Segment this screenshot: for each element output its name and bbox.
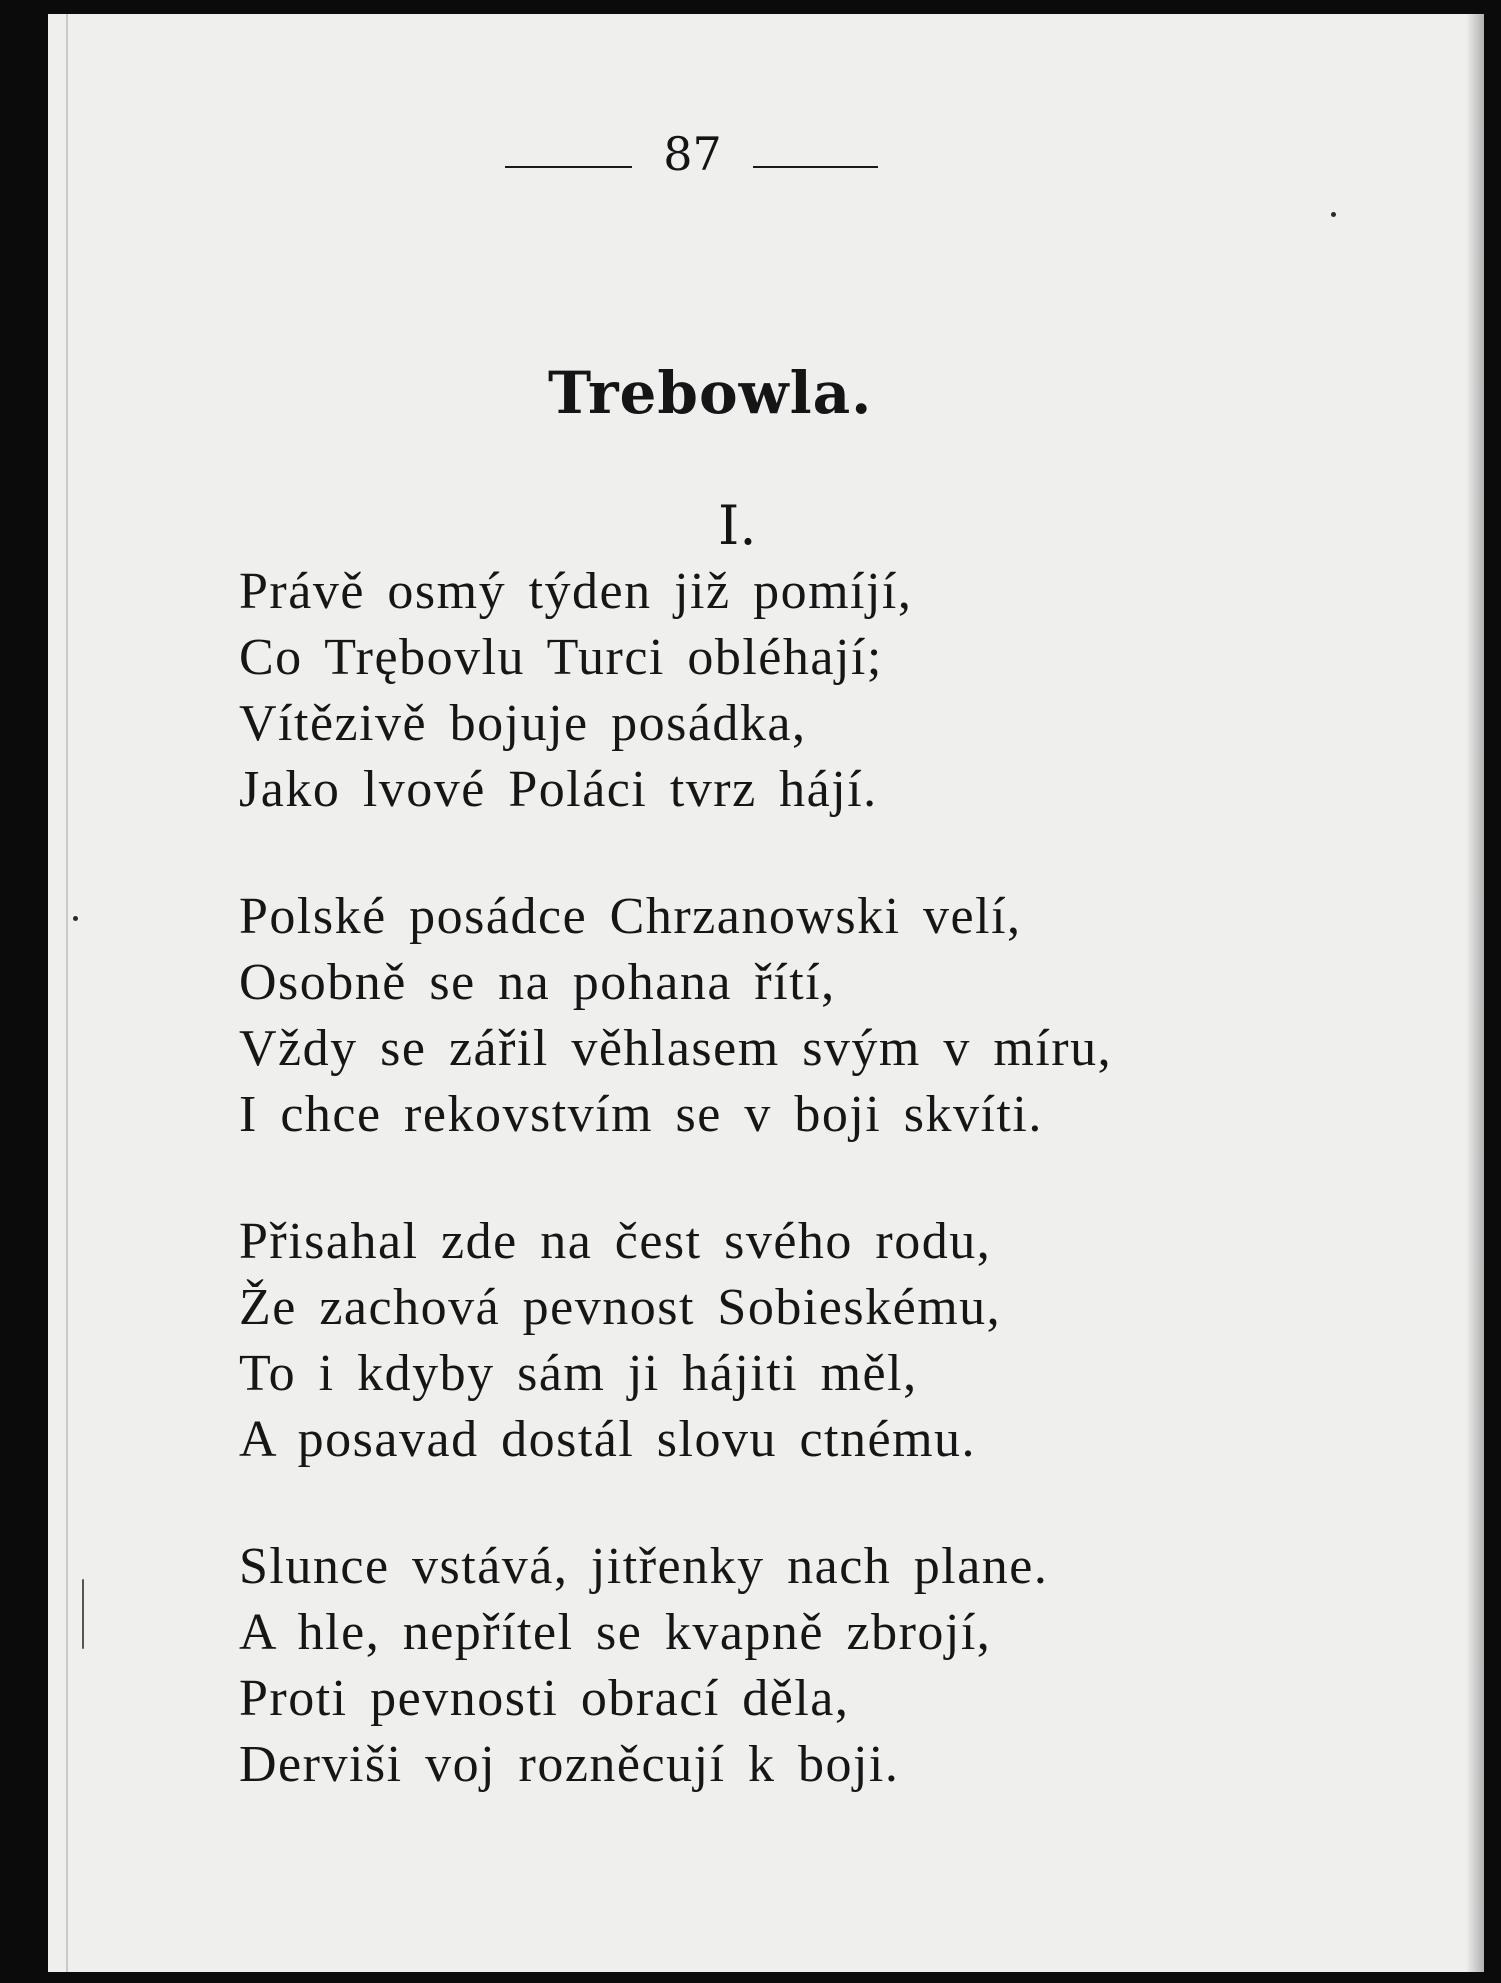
section-number: I.: [718, 494, 757, 557]
verse-line: Proti pevnosti obrací děla,: [239, 1670, 850, 1727]
stanza: [239, 1209, 1289, 1473]
scan-speck: [73, 916, 78, 921]
verse-line: Vítězivě bojuje posádka,: [239, 695, 807, 752]
scan-border-right: [1484, 0, 1501, 1983]
stanza: [239, 884, 1289, 1148]
verse-line: Derviši voj rozněcují k boji.: [239, 1736, 900, 1793]
verse-line: To i kdyby sám ji hájiti měl,: [239, 1345, 918, 1402]
header-rule-right: [753, 166, 878, 168]
scan-speck: [1331, 212, 1336, 217]
poem-title: Trebowla.: [548, 359, 873, 427]
verse-line: I chce rekovstvím se v boji skvíti.: [239, 1086, 1043, 1143]
verse-line: Že zachová pevnost Sobieskému,: [239, 1279, 1002, 1336]
verse-line: Slunce vstává, jitřenky nach plane.: [239, 1538, 1049, 1595]
verse-line: Osobně se na pohana řítí,: [239, 954, 836, 1011]
scan-border-bottom: [0, 1972, 1501, 1983]
page-edge-shadow: [1466, 14, 1484, 1972]
stanza: [239, 559, 1289, 823]
stanza: [239, 1534, 1289, 1798]
verse-line: A posavad dostál slovu ctnému.: [239, 1411, 977, 1468]
verse-line: Právě osmý týden již pomíjí,: [239, 563, 913, 620]
scan-border-top: [0, 0, 1501, 14]
page-number: 87: [663, 127, 722, 181]
page-gutter-line: [66, 14, 68, 1972]
page-header: [48, 124, 1484, 184]
scan-border-left: [0, 0, 48, 1983]
verse-line: Přisahal zde na čest svého rodu,: [239, 1213, 992, 1270]
verse-line: Co Trębovlu Turci obléhají;: [239, 629, 883, 686]
scan-speck: [82, 1579, 84, 1649]
header-rule-left: [505, 166, 632, 168]
verse-line: Polské posádce Chrzanowski velí,: [239, 888, 1022, 945]
verse-line: A hle, nepřítel se kvapně zbrojí,: [239, 1604, 992, 1661]
verse-line: Vždy se zářil věhlasem svým v míru,: [239, 1020, 1113, 1077]
verse-line: Jako lvové Poláci tvrz hájí.: [239, 761, 878, 818]
book-page: [48, 14, 1484, 1972]
